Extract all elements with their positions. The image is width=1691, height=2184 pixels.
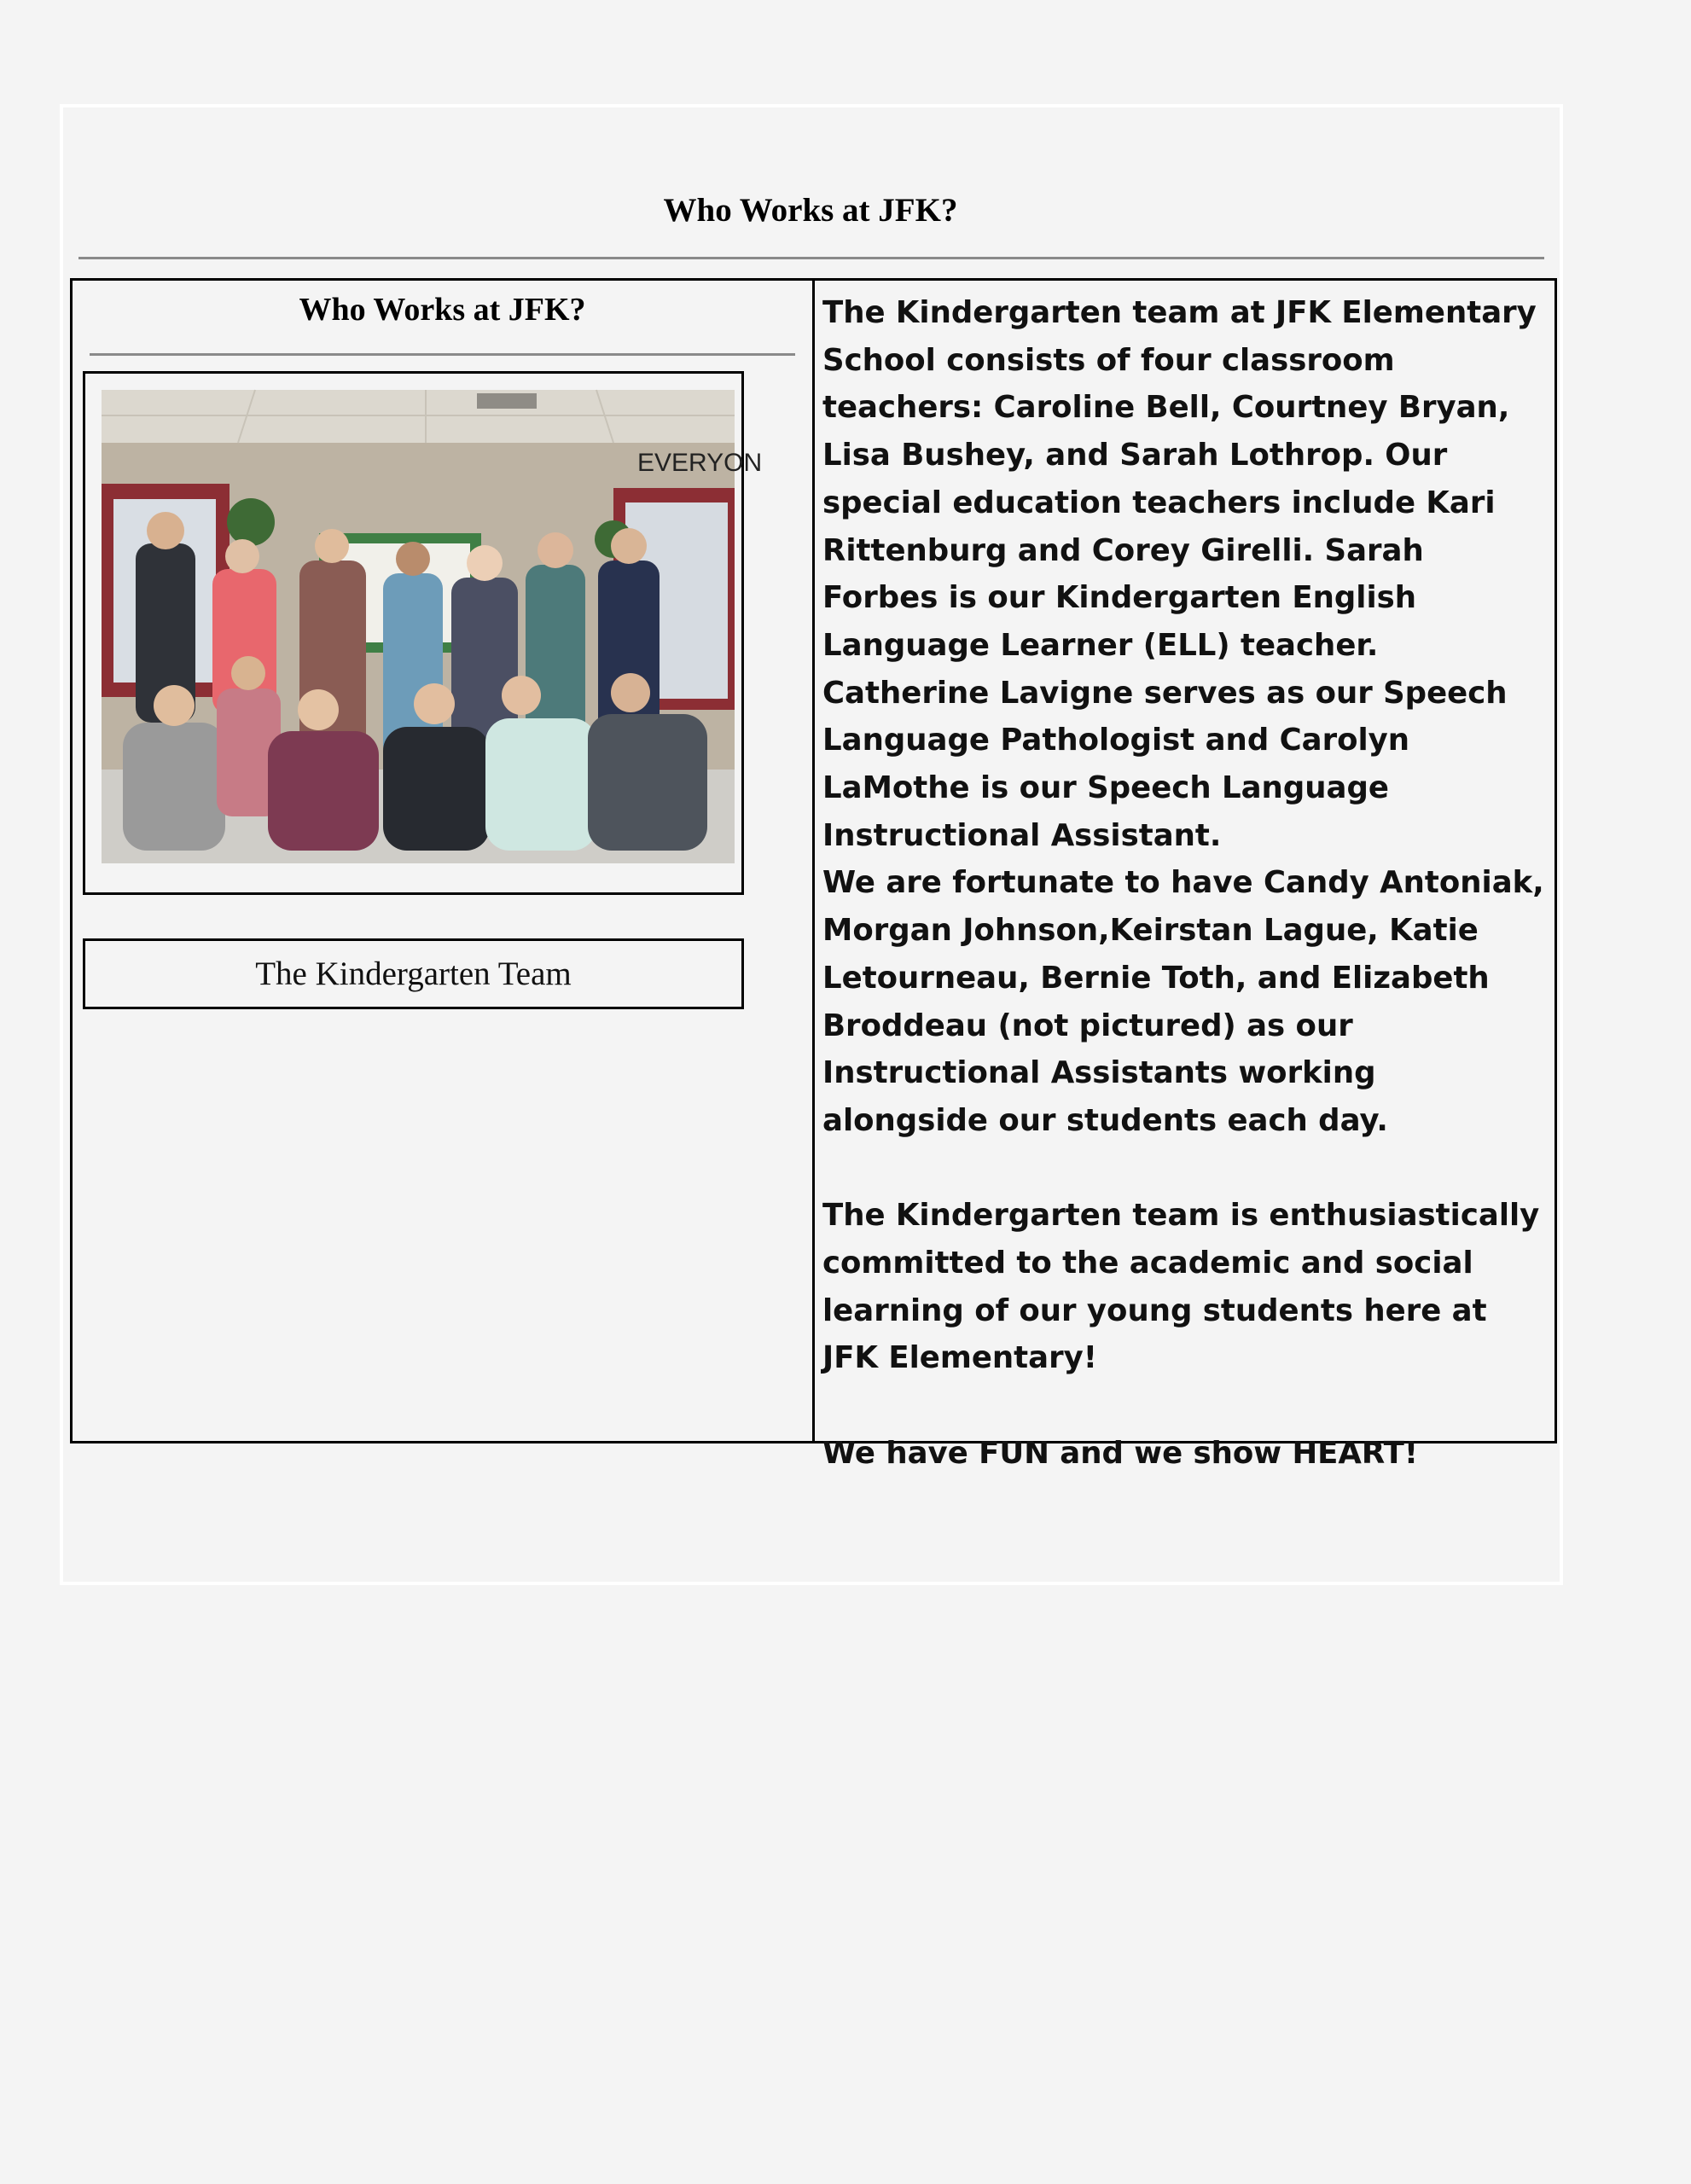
photo-caption: The Kindergarten Team: [83, 938, 744, 1009]
team-photo: [102, 390, 763, 863]
title-divider: [78, 257, 1544, 259]
left-column-title: Who Works at JFK?: [299, 292, 586, 328]
column-divider: [812, 281, 815, 1441]
photo-frame: [83, 371, 763, 895]
team-description: [822, 289, 1548, 1478]
description-paragraph-3: The Kindergarten team is enthusiastically committed to the academic and social learning of our young students here at JFK Elementary!: [822, 1198, 1540, 1376]
left-column-divider: [90, 353, 795, 356]
photo-signage: EVERYON: [637, 449, 763, 477]
paragraph-gap: [822, 1145, 1548, 1193]
description-paragraph-4: We have FUN and we show HEART!: [822, 1435, 1419, 1471]
description-paragraph-2: We are fortunate to have Candy Antoniak, Morgan Johnson,Keirstan Lague, Katie Letourneau, Bernie Toth, and Elizabeth Broddeau (not pictured) as our Instructional Assistants working alongside our students each day.: [822, 865, 1544, 1138]
paragraph-gap: [822, 1382, 1548, 1430]
content-table: [70, 278, 1557, 1471]
description-paragraph-1: The Kindergarten team at JFK Elementary School consists of four classroom teachers: Caroline Bell, Courtney Bryan, Lisa Bushey, and Sarah Lothrop. Our special education teachers include Kari Rittenburg and Corey Girelli. Sarah Forbes is our Kindergarten English Language Learner (ELL) teacher. Catherine Lavigne serves as our Speech Language Pathologist and Carolyn LaMothe is our Speech Language Instructional Assistant.: [822, 295, 1537, 853]
page-title: Who Works at JFK?: [663, 192, 958, 229]
